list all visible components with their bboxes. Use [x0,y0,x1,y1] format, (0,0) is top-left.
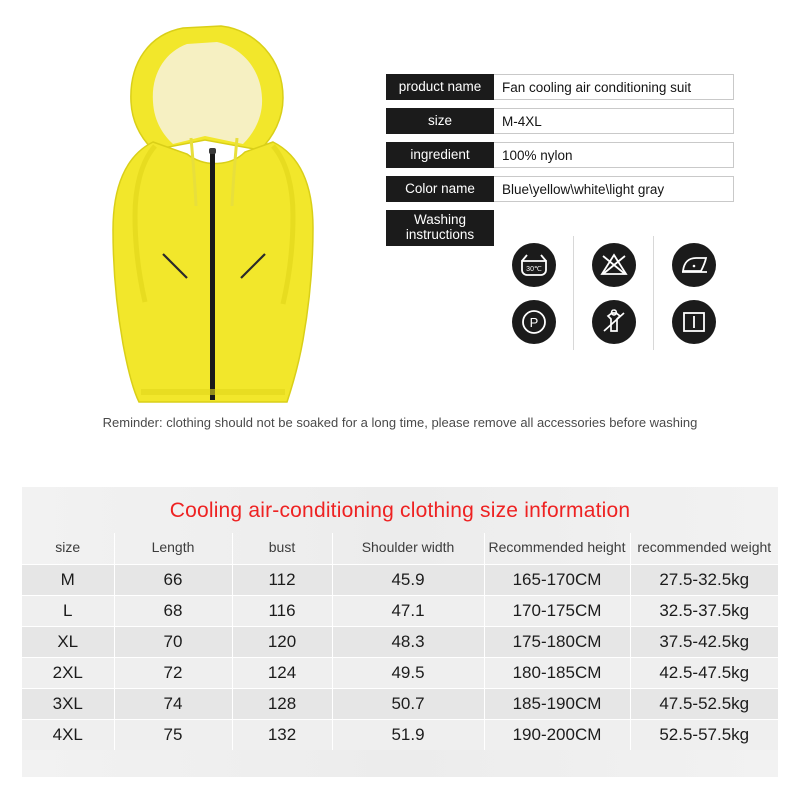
cell-length: 72 [114,658,232,689]
table-row [22,689,778,720]
cell-shoulder: 50.7 [332,689,484,720]
header-bust: bust [232,533,332,565]
header-length: Length [114,533,232,565]
cell-weight: 42.5-47.5kg [630,658,778,689]
wash-cell-6 [654,293,734,350]
table-row [22,627,778,658]
header-recommended-height: Recommended height [484,533,630,565]
header-recommended-weight: recommended weight [637,539,772,555]
size-chart-table [22,533,778,750]
hand-wash-30c-icon [512,243,556,287]
spec-label-ingredient: ingredient [386,142,494,168]
cell-weight: 27.5-32.5kg [630,565,778,596]
cell-height: 190-200CM [484,720,630,751]
cell-shoulder: 48.3 [332,627,484,658]
product-image [55,10,375,410]
table-row [22,596,778,627]
cell-size: 2XL [22,658,114,689]
spec-value-product-name: Fan cooling air conditioning suit [494,74,734,100]
spec-row-size [386,108,734,134]
wash-cell-1 [494,236,574,293]
svg-text:30℃: 30℃ [525,265,542,273]
cell-shoulder: 49.5 [332,658,484,689]
wash-cell-2 [574,236,654,293]
table-header-row [22,533,778,565]
cell-size: M [22,565,114,596]
table-row [22,720,778,751]
spec-row-ingredient [386,142,734,168]
wash-cell-3 [654,236,734,293]
cell-bust: 132 [232,720,332,751]
cell-bust: 128 [232,689,332,720]
no-tumble-dry-shirt-icon [592,300,636,344]
spec-table [386,74,734,254]
size-chart-section [22,487,778,777]
cell-bust: 116 [232,596,332,627]
no-bleach-icon [592,243,636,287]
cell-size: 4XL [22,720,114,751]
cell-weight: 52.5-57.5kg [630,720,778,751]
spec-row-product-name [386,74,734,100]
spec-label-color-name: Color name [386,176,494,202]
spec-label-washing-instructions: Washing instructions [386,210,494,246]
cell-length: 66 [114,565,232,596]
spec-label-size: size [386,108,494,134]
spec-row-color-name [386,176,734,202]
cell-height: 175-180CM [484,627,630,658]
cell-length: 74 [114,689,232,720]
cell-height: 180-185CM [484,658,630,689]
drip-dry-icon [672,300,716,344]
dry-clean-p-icon [512,300,556,344]
cell-height: 170-175CM [484,596,630,627]
cell-shoulder: 51.9 [332,720,484,751]
cell-length: 68 [114,596,232,627]
cell-shoulder: 47.1 [332,596,484,627]
spec-value-size: M-4XL [494,108,734,134]
iron-low-icon [672,243,716,287]
cell-weight: 32.5-37.5kg [630,596,778,627]
cell-weight: 47.5-52.5kg [630,689,778,720]
cell-bust: 124 [232,658,332,689]
table-row [22,565,778,596]
cell-height: 185-190CM [484,689,630,720]
cell-length: 75 [114,720,232,751]
cell-length: 70 [114,627,232,658]
spec-value-color-name: Blue\yellow\white\light gray [494,176,734,202]
cell-weight: 37.5-42.5kg [630,627,778,658]
size-chart-title: Cooling air-conditioning clothing size information [169,499,631,522]
header-shoulder-width: Shoulder width [332,533,484,565]
svg-text:P: P [529,314,538,330]
header-size: size [22,533,114,565]
cell-height: 165-170CM [484,565,630,596]
cell-size: 3XL [22,689,114,720]
table-row [22,658,778,689]
wash-cell-5 [574,293,654,350]
washing-instructions-icons [494,236,734,350]
wash-cell-4 [494,293,574,350]
cell-shoulder: 45.9 [332,565,484,596]
cell-bust: 112 [232,565,332,596]
cell-bust: 120 [232,627,332,658]
cell-size: XL [22,627,114,658]
washing-reminder-text: Reminder: clothing should not be soaked for a long time, please remove all accessories before washing [102,415,698,430]
spec-value-ingredient: 100% nylon [494,142,734,168]
spec-label-product-name: product name [386,74,494,100]
cell-size: L [22,596,114,627]
